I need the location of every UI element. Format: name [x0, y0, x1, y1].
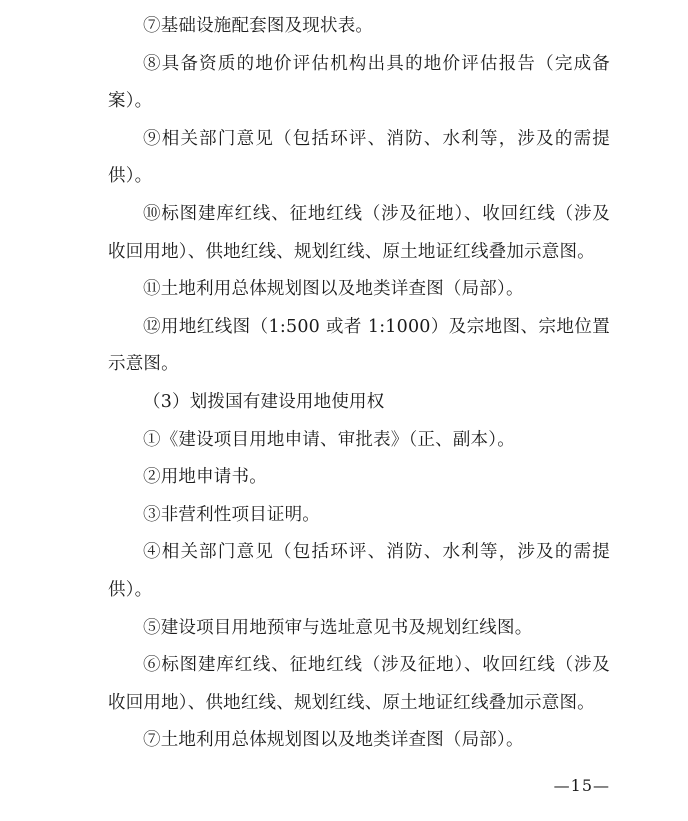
- paragraph-item-10: ⑩标图建库红线、征地红线（涉及征地）、收回红线（涉及收回用地）、供地红线、规划红线、原土地证红线叠加示意图。: [108, 203, 610, 262]
- paragraph-sub-item-7: ⑦土地利用总体规划图以及地类详查图（局部）。: [143, 730, 524, 751]
- paragraph-item-12: ⑫用地红线图（1:500 或者 1:1000）及宗地图、宗地位置示意图。: [108, 316, 610, 375]
- paragraph-item-9: ⑨相关部门意见（包括环评、消防、水利等，涉及的需提供）。: [108, 128, 610, 187]
- paragraph-sub-item-5: ⑤建设项目用地预审与选址意见书及规划红线图。: [143, 617, 533, 638]
- paragraph-item-11: ⑪土地利用总体规划图以及地类详查图（局部）。: [143, 279, 524, 300]
- section-heading-3: （3）划拨国有建设用地使用权: [143, 391, 385, 412]
- page-number: —15—: [553, 776, 610, 795]
- paragraph-item-8: ⑧具备资质的地价评估机构出具的地价评估报告（完成备案）。: [108, 53, 610, 112]
- paragraph-item-7: ⑦基础设施配套图及现状表。: [143, 16, 374, 36]
- document-body: [108, 8, 610, 760]
- paragraph-sub-item-6: ⑥标图建库红线、征地红线（涉及征地）、收回红线（涉及收回用地）、供地红线、规划红线、原土地证红线叠加示意图。: [108, 655, 610, 713]
- paragraph-sub-item-4: ④相关部门意见（包括环评、消防、水利等，涉及的需提供）。: [108, 542, 610, 600]
- paragraph-sub-item-3: ③非营利性项目证明。: [143, 504, 320, 525]
- paragraph-sub-item-2: ②用地申请书。: [143, 467, 267, 488]
- paragraph-sub-item-1: ①《建设项目用地申请、审批表》（正、副本）。: [143, 429, 515, 450]
